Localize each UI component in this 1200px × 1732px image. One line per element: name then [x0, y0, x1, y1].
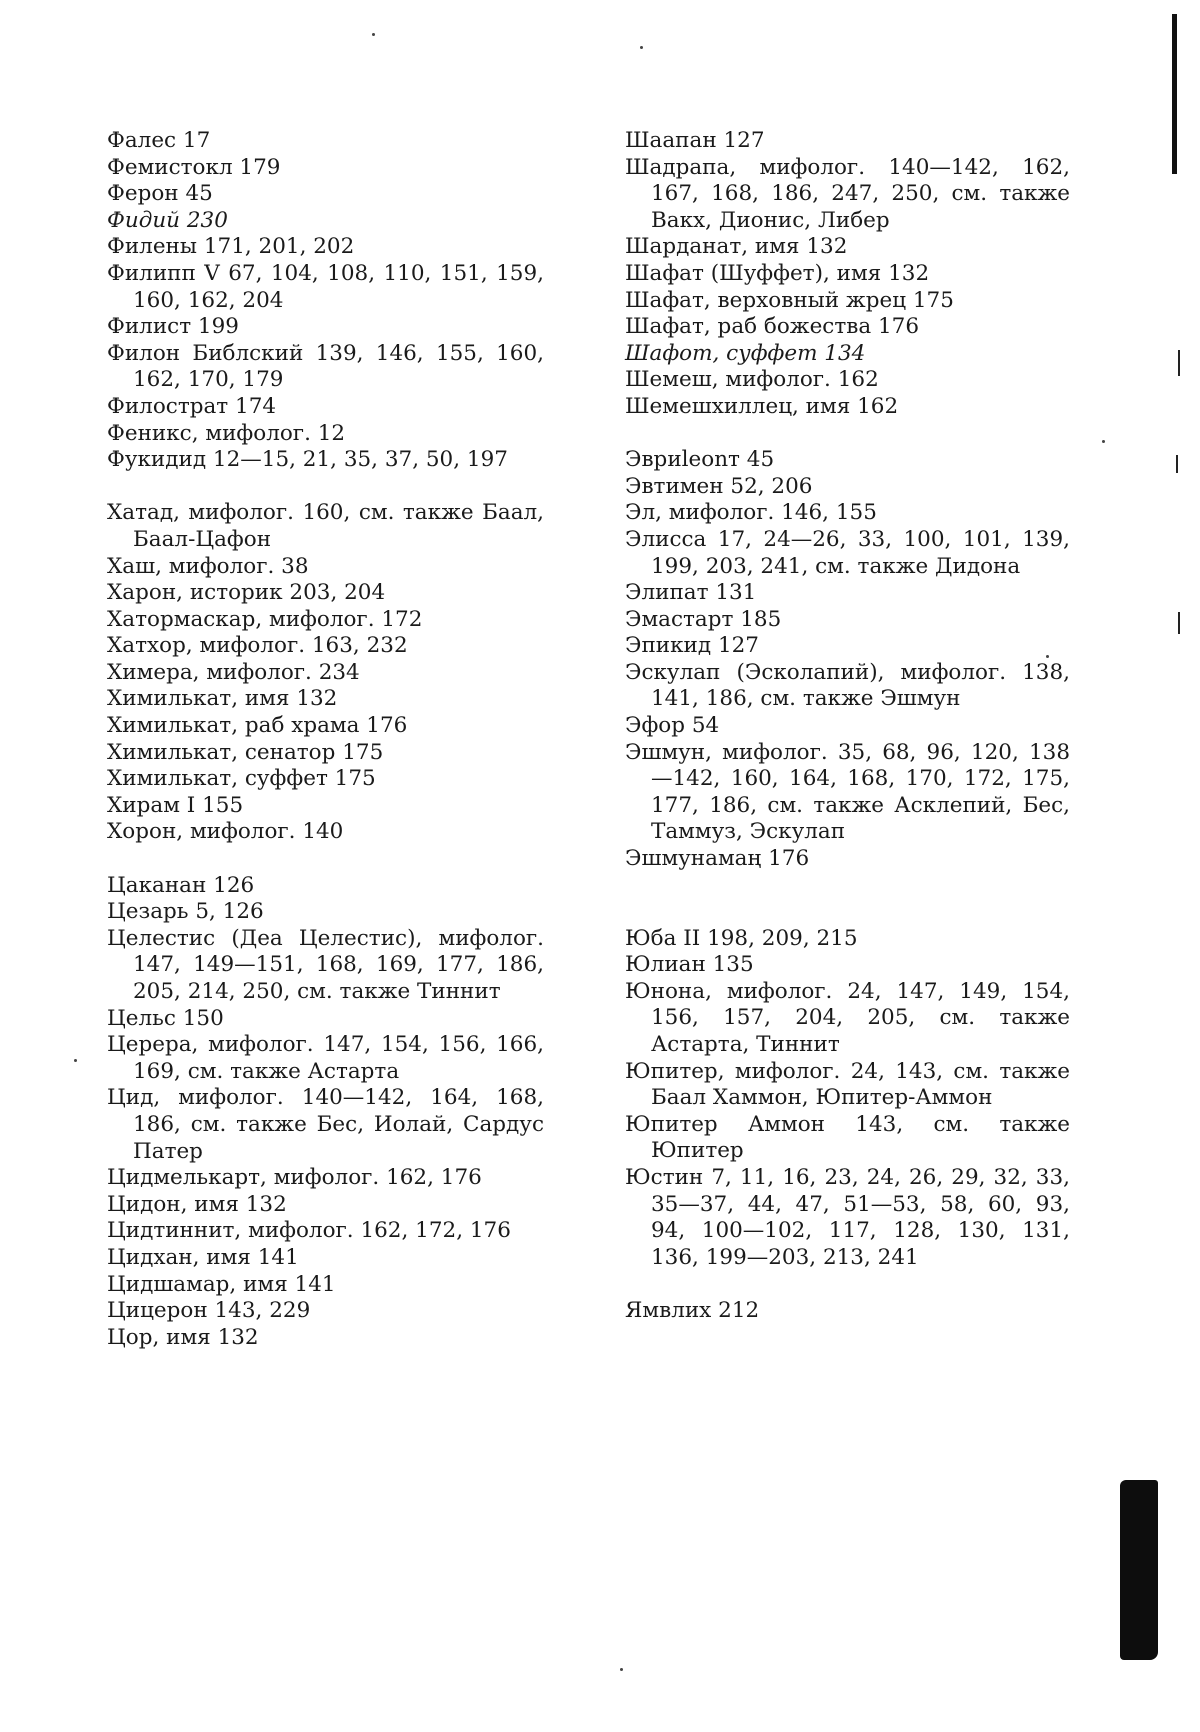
index-entry: Химилькат, сенатор 175 [107, 739, 384, 765]
index-entry: Химилькат, суффет 175 [107, 766, 376, 792]
index-column-right [625, 128, 1070, 1351]
scan-tick [1176, 455, 1178, 473]
index-entry: Химилькат, раб храма 176 [107, 713, 408, 739]
index-entry: Цезарь 5, 126 [107, 899, 264, 925]
scan-edge-mark [1172, 14, 1177, 174]
index-entry: Эпикид 127 [625, 633, 759, 659]
index-entry: Шафот, суффет 134 [625, 340, 866, 366]
scan-tick [1178, 612, 1180, 634]
scan-smudge [1120, 1480, 1158, 1660]
scan-dot [640, 46, 643, 49]
index-entry: Эфор 54 [625, 713, 720, 739]
index-entry: Эвриleonт 45 [625, 447, 775, 473]
scan-dot [1102, 440, 1105, 443]
index-entry: Шаапан 127 [625, 128, 765, 153]
index-entry: Ямвлих 212 [625, 1297, 760, 1323]
index-entry: Хирам I 155 [107, 792, 244, 818]
index-entry: Филострат 174 [107, 393, 277, 419]
index-entry: Химилькат, имя 132 [107, 686, 338, 712]
index-entry: Шафат, раб божества 176 [625, 314, 920, 340]
index-entry: Фукидид 12—15, 21, 35, 37, 50, 197 [107, 447, 508, 473]
index-entry: Химера, мифолог. 234 [107, 659, 360, 685]
index-entry: Юпитер, мифолог. 24, 143, см. также Баал Хаммон, Юпитер-Аммон [625, 1058, 1070, 1111]
index-entry: Цор, имя 132 [107, 1324, 259, 1350]
index-entry: Феникс, мифолог. 12 [107, 420, 346, 446]
index-entry: Цельс 150 [107, 1005, 224, 1031]
index-entry: Шарданат, имя 132 [625, 234, 848, 260]
index-entry: Эшмун, мифолог. 35, 68, 96, 120, 138—142, 160, 164, 168, 170, 172, 175, 177, 186, см. также Асклепий, Бес, Таммуз, Эскулап [625, 739, 1070, 845]
index-entry: Шадрапа, мифолог. 140—142, 162, 167, 168, 186, 247, 250, см. также Вакх, Дионис, Либер [625, 154, 1070, 233]
index-entry: Юстин 7, 11, 16, 23, 24, 26, 29, 32, 33, 35—37, 44, 47, 51—53, 58, 60, 93, 94, 100—102, 117, 128, 130, 131, 136, 199—203, 213, 241 [625, 1164, 1070, 1270]
index-entry: Эскулап (Эсколапий), мифолог. 138, 141, 186, см. также Эшмун [625, 659, 1070, 712]
index-entry: Юпитер Аммон 143, см. также Юпитер [625, 1111, 1070, 1164]
index-entry: Юба II 198, 209, 215 [625, 925, 858, 951]
index-entry: Филон Библский 139, 146, 155, 160, 162, 170, 179 [107, 340, 544, 393]
index-letter-group [625, 447, 1070, 873]
index-entry: Хатхор, мифолог. 163, 232 [107, 633, 408, 659]
index-entry: Хаш, мифолог. 38 [107, 553, 309, 579]
index-letter-group [625, 926, 1070, 1272]
index-entry: Филист 199 [107, 314, 239, 340]
index-entry: Хатад, мифолог. 160, см. также Баал, Баал-Цафон [107, 500, 544, 552]
index-entry: Эшмунамаң 176 [625, 846, 810, 872]
index-letter-group [625, 128, 1070, 421]
index-entry: Эвтимен 52, 206 [625, 473, 813, 499]
scan-dot [372, 33, 375, 36]
scan-tick [1178, 350, 1180, 376]
index-entry: Цицерон 143, 229 [107, 1298, 311, 1324]
index-column-left [107, 128, 544, 1378]
index-entry: Хорон, мифолог. 140 [107, 819, 344, 845]
index-entry: Цидшамар, имя 141 [107, 1271, 336, 1297]
index-entry: Цидтиннит, мифолог. 162, 172, 176 [107, 1218, 511, 1244]
scan-dot [74, 1059, 77, 1062]
index-entry: Харон, историк 203, 204 [107, 580, 386, 606]
index-entry: Эл, мифолог. 146, 155 [625, 500, 877, 526]
index-entry: Фидий 230 [107, 207, 228, 233]
index-letter-group [107, 873, 544, 1352]
index-entry: Цаканан 126 [107, 872, 255, 898]
index-entry: Юлиан 135 [625, 952, 754, 978]
index-entry: Фемистокл 179 [107, 154, 281, 180]
index-entry: Ферон 45 [107, 181, 213, 207]
index-letter-group [107, 500, 544, 846]
index-entry: Элипат 131 [625, 580, 757, 606]
index-entry: Эмастарт 185 [625, 606, 782, 632]
index-entry: Хатормаскар, мифолог. 172 [107, 606, 423, 632]
index-entry: Шемеш, мифолог. 162 [625, 367, 879, 393]
index-entry: Церера, мифолог. 147, 154, 156, 166, 169, см. также Астарта [107, 1032, 544, 1084]
index-entry: Шафат, верховный жрец 175 [625, 287, 954, 313]
index-entry: Элисса 17, 24—26, 33, 100, 101, 139, 199, 203, 241, см. также Дидона [625, 526, 1070, 579]
index-letter-group [625, 1298, 1070, 1325]
index-entry: Фалес 17 [107, 128, 211, 153]
index-entry: Юнона, мифолог. 24, 147, 149, 154, 156, 157, 204, 205, см. также Астарта, Тиннит [625, 978, 1070, 1057]
scan-dot [620, 1668, 623, 1671]
index-entry: Филены 171, 201, 202 [107, 234, 355, 260]
index-letter-group [107, 128, 544, 474]
index-entry: Целестис (Деа Целестис), мифолог. 147, 149—151, 168, 169, 177, 186, 205, 214, 250, см. также Тиннит [107, 925, 544, 1004]
index-entry: Шафат (Шуффет), имя 132 [625, 260, 930, 286]
index-entry: Филипп V 67, 104, 108, 110, 151, 159, 160, 162, 204 [107, 260, 544, 313]
index-entry: Цидон, имя 132 [107, 1191, 287, 1217]
index-entry: Цид, мифолог. 140—142, 164, 168, 186, см. также Бес, Иолай, Сардус Патер [107, 1085, 544, 1164]
index-entry: Цидхан, имя 141 [107, 1244, 299, 1270]
index-entry: Шемешхиллец, имя 162 [625, 393, 899, 419]
index-entry: Цидмелькарт, мифолог. 162, 176 [107, 1165, 482, 1191]
